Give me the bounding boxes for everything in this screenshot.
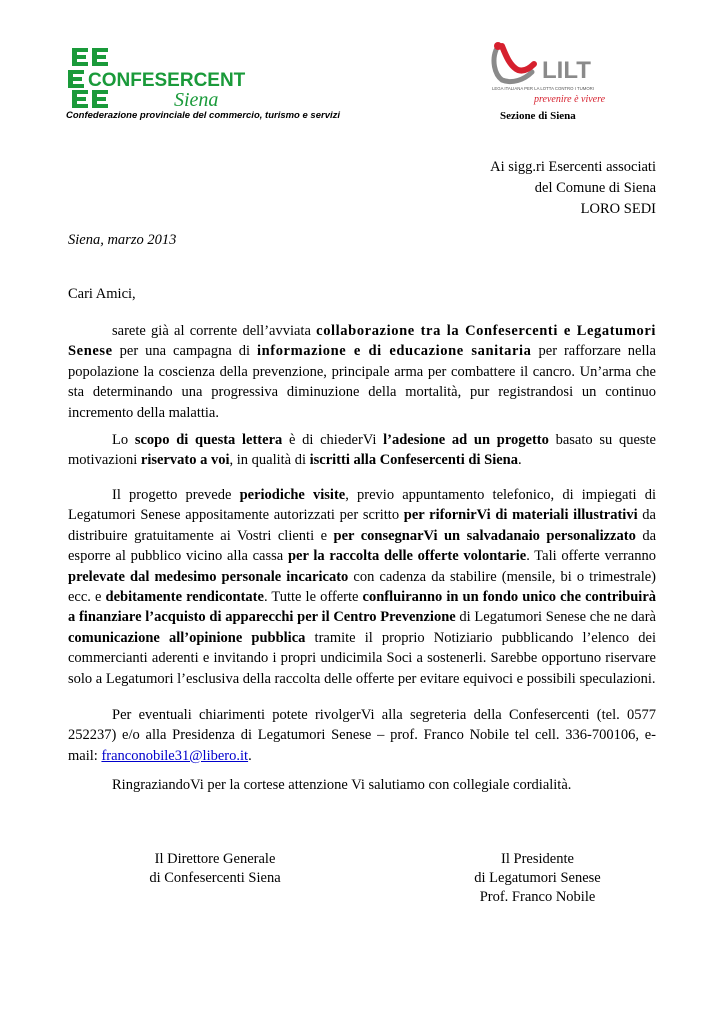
recipient-block	[490, 157, 656, 220]
signature-line: di Confesercenti Siena	[149, 870, 281, 886]
lilt-logo	[488, 40, 618, 112]
confesercenti-logo	[66, 44, 246, 110]
signature-line: Il Presidente	[501, 851, 574, 867]
closing-paragraph: RingraziandoVi per la cortese attenzione Vi salutiamo con collegiale cordialità.	[112, 777, 572, 793]
recipient-line: Ai sigg.ri Esercenti associati	[490, 159, 656, 175]
signature-right	[455, 850, 620, 907]
body-paragraph-1: sarete già al corrente dell’avviata collaborazione tra la Confesercenti e Legatumori Senese per una campagna di informazione e di educazione sanitaria per rafforzare nella popolazione la coscienza della prevenzione, principale arma per combattere il cancro. Un’arma che sta determinando una progressiva diminuzione della mortalità, pur registrandosi un continuo incremento della malattia.	[68, 323, 657, 421]
body-paragraph-2: Lo scopo di questa lettera è di chiederVi l’adesione ad un progetto basato su queste motivazioni riservato a voi, in qualità di iscritti alla Confesercenti di Siena.	[68, 432, 656, 469]
body-paragraph-3: Il progetto prevede periodiche visite, previo appuntamento telefonico, di impiegati di Legatumori Senese appositamente autorizzati per scritto per rifornirVi di materiali illustrativi da distribuire gratuitamente ai Vostri clienti e per consegnarVi un salvadanaio personalizzato da esporre al pubblico vicino alla cassa per la raccolta delle offerte volontarie. Tali offerte verranno prelevate dal medesimo personale incaricato con cadenza da stabilire (mensile, bi o trimestrale) ecc. e debitamente rendicontate. Tutte le offerte confluiranno in un fondo unico che contribuirà a finanziare l’acquisto di apparecchi per il Centro Prevenzione di Legatumori Senese che ne darà comunicazione all’opinione pubblica tramite il proprio Notiziario pubblicando l’elenco dei commercianti aderenti e invitando i propri undicimila Soci a sostenerli. Sarebbe opportuno riservare solo a Legatumori l’esclusiva della raccolta delle offerte per evitare equivoci e possibili speculazioni.	[68, 487, 657, 687]
recipient-line: del Comune di Siena	[534, 180, 656, 196]
lilt-subtitle: LEGA ITALIANA PER LA LOTTA CONTRO I TUMORI	[492, 86, 594, 91]
salutation: Cari Amici,	[68, 286, 136, 302]
confesercenti-brand: CONFESERCENTI	[88, 70, 246, 91]
signature-line: Il Direttore Generale	[154, 851, 276, 867]
confesercenti-city: Siena	[174, 89, 219, 110]
section-label: Sezione di Siena	[500, 110, 576, 122]
lilt-brand: LILT	[542, 57, 591, 84]
confesercenti-caption: Confederazione provinciale del commercio, turismo e servizi	[66, 110, 341, 121]
signature-left	[130, 850, 300, 888]
email-link[interactable]: franconobile31@libero.it	[101, 747, 249, 764]
lilt-slogan: prevenire è vivere	[534, 94, 606, 105]
letter-date: Siena, marzo 2013	[68, 232, 177, 248]
signature-line: di Legatumori Senese	[474, 870, 601, 886]
body-paragraph-4: Per eventuali chiarimenti potete rivolgerVi alla segreteria della Confesercenti (tel. 0577 252237) e/o alla Presidenza di Legatumori Senese – prof. Franco Nobile tel cell. 336-700106, e-mail: franconobile31@libero.it.	[68, 707, 656, 764]
signature-line: Prof. Franco Nobile	[479, 889, 596, 905]
recipient-line: LORO SEDI	[580, 201, 656, 217]
